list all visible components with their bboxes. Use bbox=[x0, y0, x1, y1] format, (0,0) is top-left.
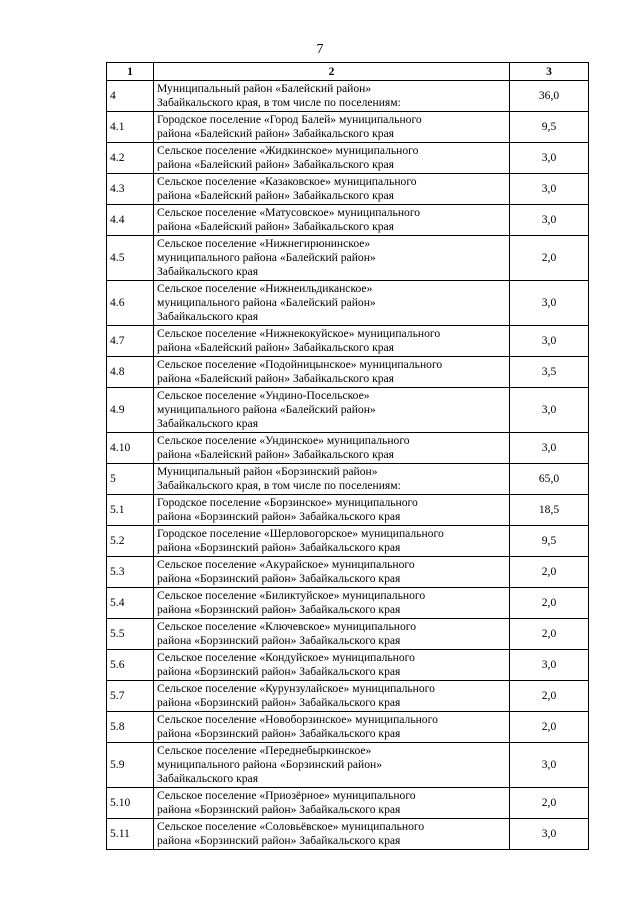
table-body bbox=[107, 81, 589, 850]
row-value-cell: 2,0 bbox=[510, 712, 589, 743]
row-name-cell: Сельское поселение «Жидкинское» муниципального района «Балейский район» Забайкальского края bbox=[154, 143, 510, 174]
row-name-cell: Городское поселение «Шерловогорское» муниципального района «Борзинский район» Забайкальского края bbox=[154, 526, 510, 557]
table-row bbox=[107, 112, 589, 143]
row-name-cell: Сельское поселение «Новоборзинское» муниципального района «Борзинский район» Забайкальского края bbox=[154, 712, 510, 743]
row-value-cell: 36,0 bbox=[510, 81, 589, 112]
row-value-cell: 3,0 bbox=[510, 326, 589, 357]
row-number-cell: 4.6 bbox=[107, 281, 154, 326]
table-row bbox=[107, 464, 589, 495]
row-name-cell: Сельское поселение «Ундинское» муниципального района «Балейский район» Забайкальского края bbox=[154, 433, 510, 464]
row-number-cell: 5.1 bbox=[107, 495, 154, 526]
row-value-cell: 3,0 bbox=[510, 388, 589, 433]
table-row bbox=[107, 588, 589, 619]
row-value-cell: 9,5 bbox=[510, 526, 589, 557]
row-value-cell: 3,0 bbox=[510, 819, 589, 850]
table-row bbox=[107, 81, 589, 112]
table-row bbox=[107, 205, 589, 236]
table-row bbox=[107, 236, 589, 281]
row-number-cell: 5.9 bbox=[107, 743, 154, 788]
table-header-row bbox=[107, 63, 589, 81]
row-name-cell: Сельское поселение «Матусовское» муниципального района «Балейский район» Забайкальского края bbox=[154, 205, 510, 236]
table-row bbox=[107, 712, 589, 743]
row-value-cell: 9,5 bbox=[510, 112, 589, 143]
row-name-cell: Сельское поселение «Нижнегирюнинское» муниципального района «Балейский район» Забайкальского края bbox=[154, 236, 510, 281]
table-row bbox=[107, 388, 589, 433]
table-row bbox=[107, 174, 589, 205]
row-number-cell: 5.6 bbox=[107, 650, 154, 681]
table-row bbox=[107, 357, 589, 388]
table-row bbox=[107, 143, 589, 174]
row-value-cell: 3,0 bbox=[510, 174, 589, 205]
column-header-2: 2 bbox=[154, 63, 510, 81]
row-number-cell: 5.3 bbox=[107, 557, 154, 588]
row-number-cell: 5.11 bbox=[107, 819, 154, 850]
table-row bbox=[107, 681, 589, 712]
table-row bbox=[107, 281, 589, 326]
row-number-cell: 4.5 bbox=[107, 236, 154, 281]
row-value-cell: 3,0 bbox=[510, 205, 589, 236]
row-name-cell: Муниципальный район «Борзинский район» Забайкальского края, в том числе по поселениям: bbox=[154, 464, 510, 495]
row-value-cell: 2,0 bbox=[510, 236, 589, 281]
table-row bbox=[107, 743, 589, 788]
allocation-table bbox=[106, 62, 589, 850]
row-number-cell: 5.10 bbox=[107, 788, 154, 819]
row-name-cell: Сельское поселение «Нижнеильдиканское» муниципального района «Балейский район» Забайкальского края bbox=[154, 281, 510, 326]
table-row bbox=[107, 495, 589, 526]
row-value-cell: 2,0 bbox=[510, 619, 589, 650]
row-value-cell: 3,0 bbox=[510, 281, 589, 326]
row-number-cell: 4 bbox=[107, 81, 154, 112]
row-number-cell: 4.1 bbox=[107, 112, 154, 143]
row-name-cell: Городское поселение «Город Балей» муниципального района «Балейский район» Забайкальского края bbox=[154, 112, 510, 143]
row-number-cell: 5.2 bbox=[107, 526, 154, 557]
row-value-cell: 2,0 bbox=[510, 588, 589, 619]
row-name-cell: Сельское поселение «Курунзулайское» муниципального района «Борзинский район» Забайкальского края bbox=[154, 681, 510, 712]
row-number-cell: 4.9 bbox=[107, 388, 154, 433]
page-number: 7 bbox=[316, 42, 324, 57]
row-number-cell: 4.2 bbox=[107, 143, 154, 174]
row-number-cell: 5 bbox=[107, 464, 154, 495]
row-value-cell: 3,0 bbox=[510, 433, 589, 464]
row-name-cell: Сельское поселение «Акурайское» муниципального района «Борзинский район» Забайкальского края bbox=[154, 557, 510, 588]
row-name-cell: Сельское поселение «Кондуйское» муниципального района «Борзинский район» Забайкальского края bbox=[154, 650, 510, 681]
table-row bbox=[107, 433, 589, 464]
table-row bbox=[107, 557, 589, 588]
row-name-cell: Сельское поселение «Соловьёвское» муниципального района «Борзинский район» Забайкальского края bbox=[154, 819, 510, 850]
table-row bbox=[107, 819, 589, 850]
row-name-cell: Сельское поселение «Биликтуйское» муниципального района «Борзинский район» Забайкальского края bbox=[154, 588, 510, 619]
row-name-cell: Сельское поселение «Ундино-Посельское» муниципального района «Балейский район» Забайкальского края bbox=[154, 388, 510, 433]
column-header-1: 1 bbox=[107, 63, 154, 81]
row-value-cell: 18,5 bbox=[510, 495, 589, 526]
row-name-cell: Сельское поселение «Ключевское» муниципального района «Борзинский район» Забайкальского края bbox=[154, 619, 510, 650]
row-name-cell: Сельское поселение «Приозёрное» муниципального района «Борзинский район» Забайкальского края bbox=[154, 788, 510, 819]
table-row bbox=[107, 619, 589, 650]
row-number-cell: 4.4 bbox=[107, 205, 154, 236]
row-name-cell: Муниципальный район «Балейский район» Забайкальского края, в том числе по поселениям: bbox=[154, 81, 510, 112]
row-value-cell: 65,0 bbox=[510, 464, 589, 495]
row-number-cell: 5.5 bbox=[107, 619, 154, 650]
row-value-cell: 2,0 bbox=[510, 788, 589, 819]
row-value-cell: 3,0 bbox=[510, 143, 589, 174]
row-name-cell: Сельское поселение «Переднебыркинское» муниципального района «Борзинский район» Забайкальского края bbox=[154, 743, 510, 788]
row-number-cell: 5.8 bbox=[107, 712, 154, 743]
row-name-cell: Сельское поселение «Нижнекокуйское» муниципального района «Балейский район» Забайкальского края bbox=[154, 326, 510, 357]
row-number-cell: 5.7 bbox=[107, 681, 154, 712]
table-row bbox=[107, 788, 589, 819]
row-name-cell: Сельское поселение «Подойницынское» муниципального района «Балейский район» Забайкальского края bbox=[154, 357, 510, 388]
row-number-cell: 5.4 bbox=[107, 588, 154, 619]
row-name-cell: Городское поселение «Борзинское» муниципального района «Борзинский район» Забайкальского края bbox=[154, 495, 510, 526]
row-value-cell: 3,5 bbox=[510, 357, 589, 388]
row-number-cell: 4.8 bbox=[107, 357, 154, 388]
row-number-cell: 4.10 bbox=[107, 433, 154, 464]
row-value-cell: 2,0 bbox=[510, 557, 589, 588]
row-number-cell: 4.7 bbox=[107, 326, 154, 357]
table-row bbox=[107, 650, 589, 681]
row-number-cell: 4.3 bbox=[107, 174, 154, 205]
table-row bbox=[107, 326, 589, 357]
table-row bbox=[107, 526, 589, 557]
row-value-cell: 3,0 bbox=[510, 650, 589, 681]
column-header-3: 3 bbox=[510, 63, 589, 81]
row-name-cell: Сельское поселение «Казаковское» муниципального района «Балейский район» Забайкальского края bbox=[154, 174, 510, 205]
row-value-cell: 3,0 bbox=[510, 743, 589, 788]
row-value-cell: 2,0 bbox=[510, 681, 589, 712]
